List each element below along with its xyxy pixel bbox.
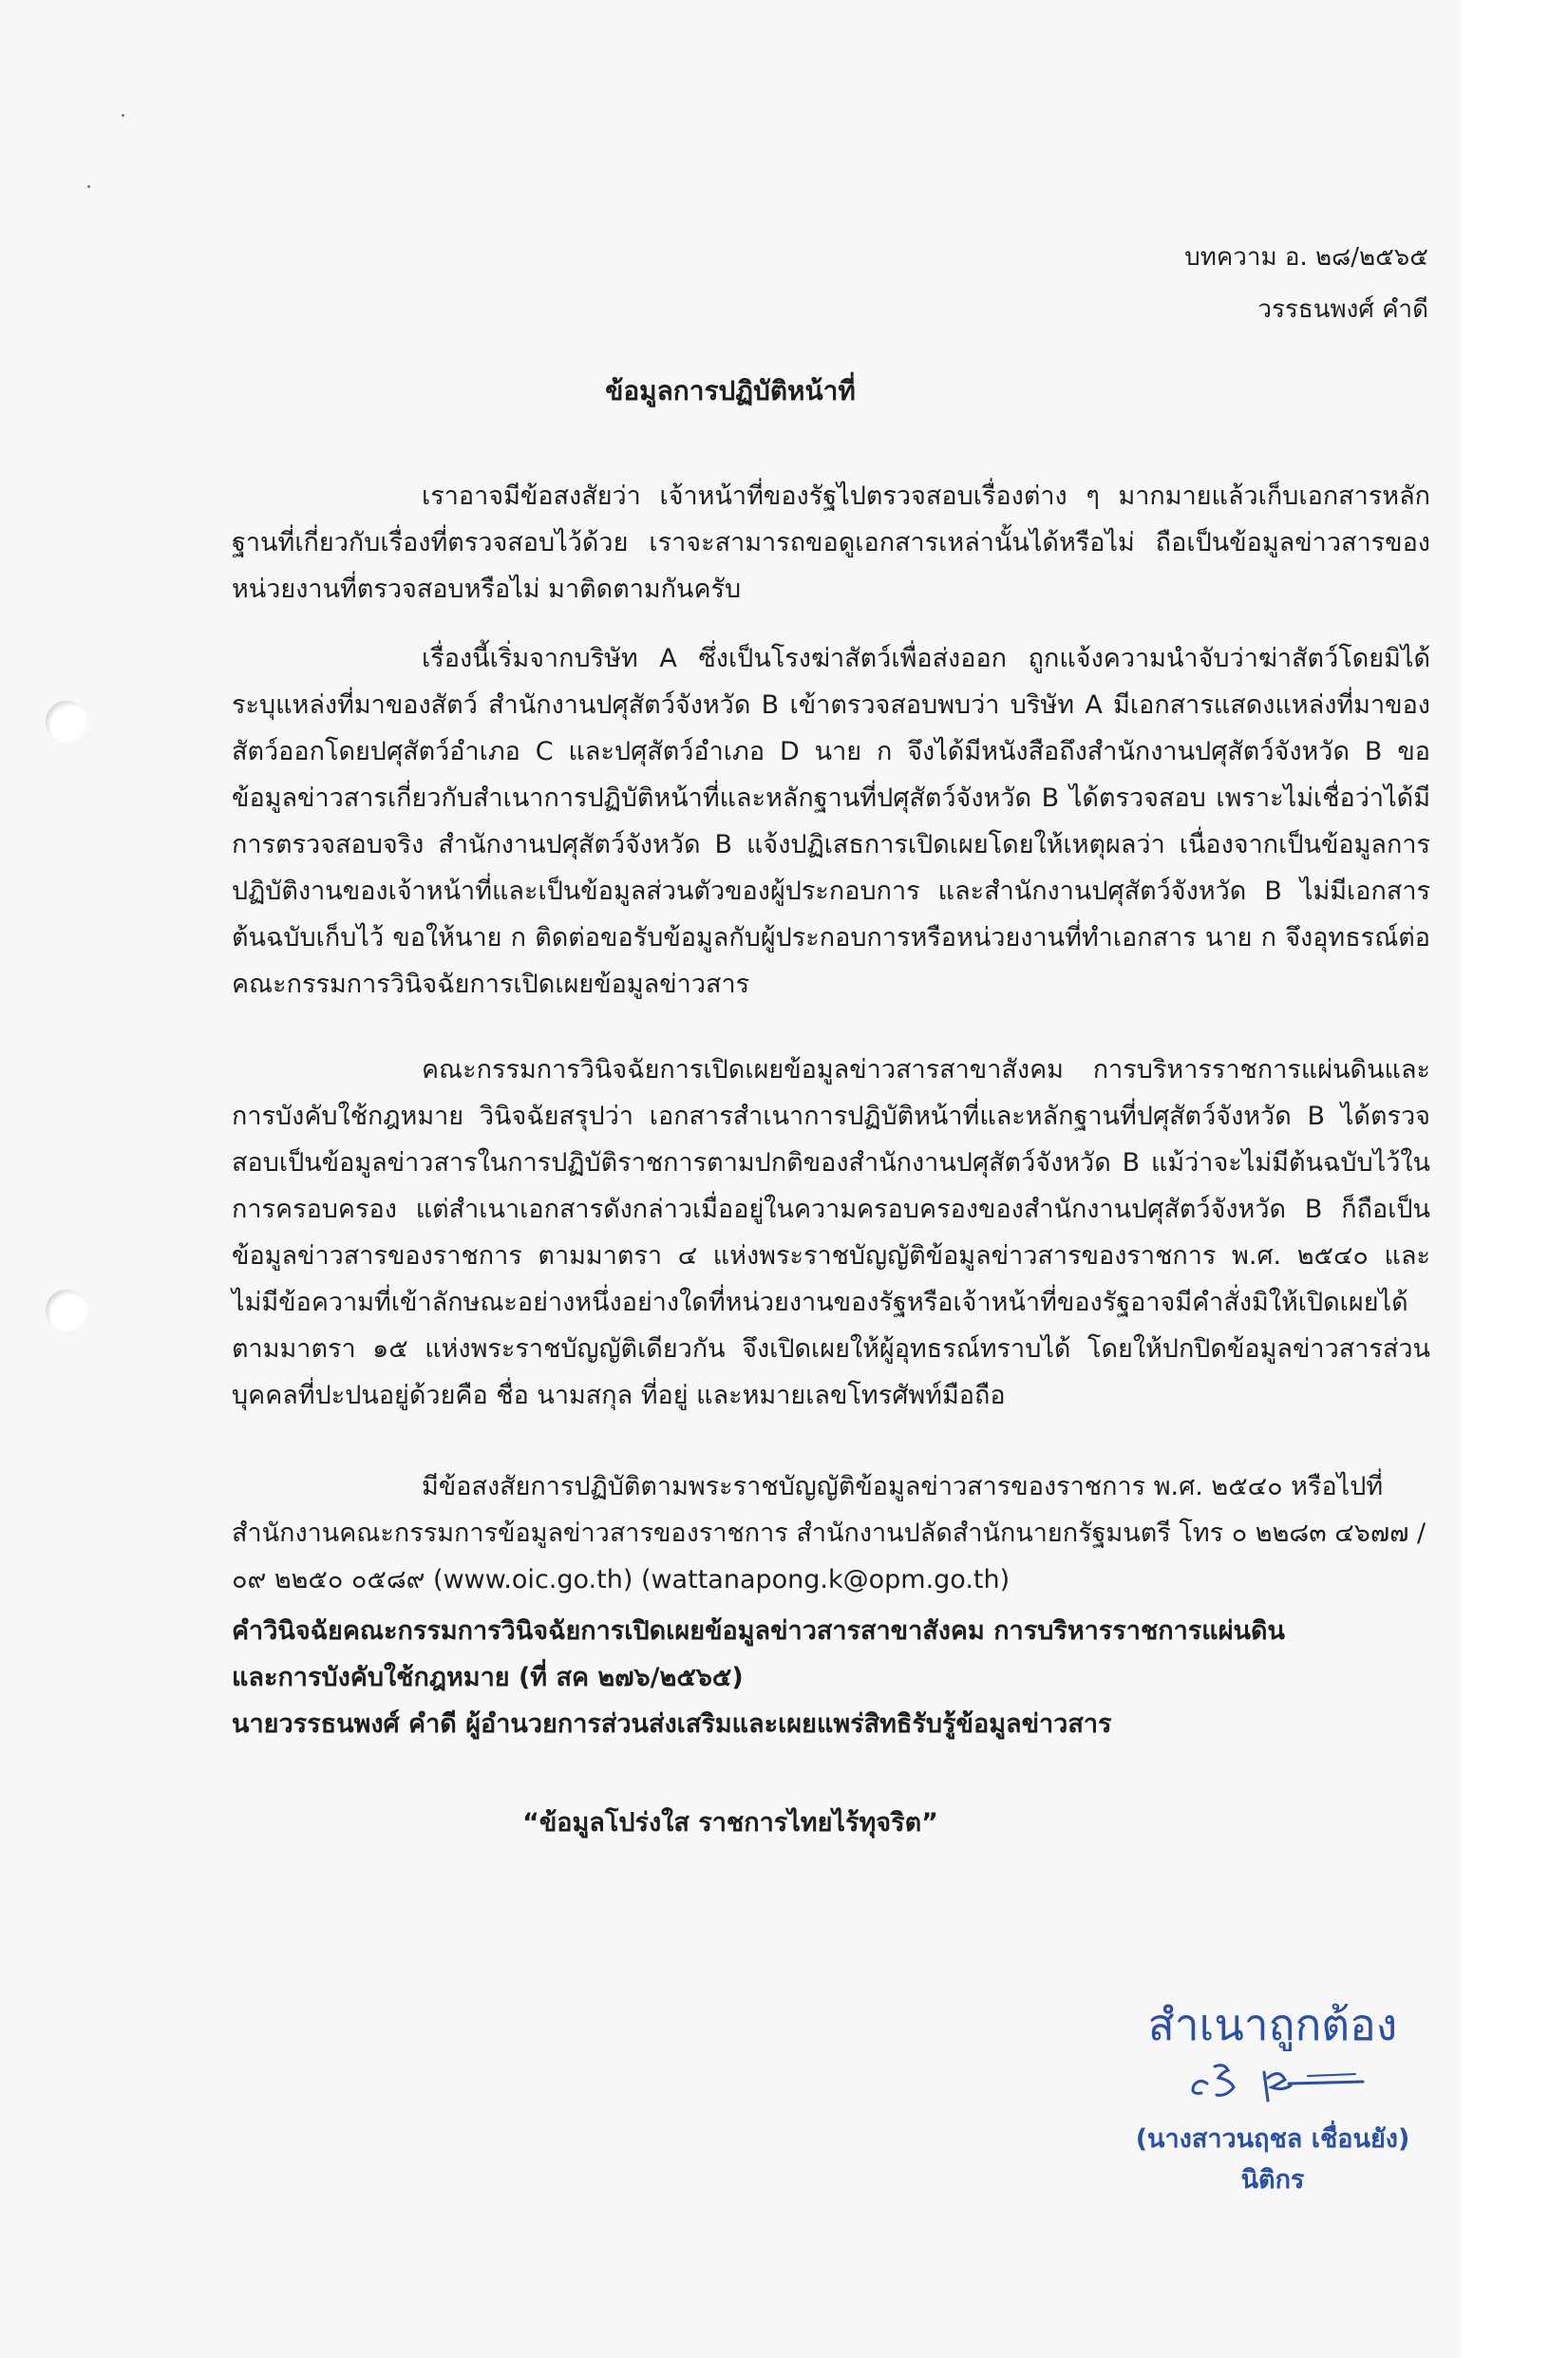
certifier-position: นิติกร (1240, 2165, 1305, 2195)
certifier-name: (นางสาวนฤชล เชื่อนยัง) (1135, 2124, 1410, 2154)
paragraph-facts: เรื่องนี้เริ่มจากบริษัท A ซึ่งเป็นโรงฆ่าสัตว์เพื่อส่งออก ถูกแจ้งความนำจับว่าฆ่าสัตว์โดยมิได้ระบุแหล่งที่มาของสัตว์ สำนักงานปศุสัตว์จังหวัด B เข้าตรวจสอบพบว่า บริษัท A มีเอกสารแสดงแหล่งที่มาของสัตว์ออกโดยปศุสัตว์อำเภอ C และปศุสัตว์อำเภอ D นาย ก จึงได้มีหนังสือถึงสำนักงานปศุสัตว์จังหวัด B ขอข้อมูลข่าวสารเกี่ยวกับสำเนาการปฏิบัติหน้าที่และหลักฐานที่ปศุสัตว์จังหวัด B ได้ตรวจสอบ เพราะไม่เชื่อว่าได้มีการตรวจสอบจริง สำนักงานปศุสัตว์จังหวัด B แจ้งปฏิเสธการเปิดเผยโดยให้เหตุผลว่า เนื่องจากเป็นข้อมูลการปฏิบัติงานของเจ้าหน้าที่และเป็นข้อมูลส่วนตัวของผู้ประกอบการ และสำนักงานปศุสัตว์จังหวัด B ไม่มีเอกสารต้นฉบับเก็บไว้ ขอให้นาย ก ติดต่อขอรับข้อมูลกับผู้ประกอบการหรือหน่วยงานที่ทำเอกสาร นาย ก จึงอุทธรณ์ต่อคณะกรรมการวินิจฉัยการเปิดเผยข้อมูลข่าวสาร (232, 644, 1430, 999)
contact-line: สำนักงานคณะกรรมการข้อมูลข่าวสารของราชการ สำนักงานปลัดสำนักนายกรัฐมนตรี โทร ๐ ๒๒๘๓ ๔๖๗๗ / (232, 1519, 1426, 1548)
decision-line: คำวินิจฉัยคณะกรรมการวินิจฉัยการเปิดเผยข้อมูลข่าวสารสาขาสังคม การบริหารราชการแผ่นดิน (232, 1616, 1285, 1646)
certified-copy-stamp: สำเนาถูกต้อง (1147, 1999, 1398, 2050)
decision-line: และการบังคับใช้กฎหมาย (ที่ สค ๒๗๖/๒๕๖๕) (232, 1663, 744, 1692)
paragraph-intro: เราอาจมีข้อสงสัยว่า เจ้าหน้าที่ของรัฐไปตรวจสอบเรื่องต่าง ๆ มากมายแล้วเก็บเอกสารหลักฐานที่เกี่ยวกับเรื่องที่ตรวจสอบไว้ด้วย เราจะสามารถขอดูเอกสารเหล่านั้นได้หรือไม่ ถือเป็นข้อมูลข่าวสารของหน่วยงานที่ตรวจสอบหรือไม่ มาติดตามกันครับ (232, 481, 1430, 604)
contact-info (232, 1463, 1430, 1603)
punch-hole-top (46, 701, 87, 743)
certification-stamp (1130, 1996, 1415, 2199)
decision-reference (232, 1608, 1430, 1747)
motto: “ข้อมูลโปร่งใส ราชการไทยไร้ทุจริต” (522, 1808, 938, 1838)
punch-hole-bottom (46, 1290, 87, 1331)
scan-speck (122, 114, 124, 117)
author-title-line: นายวรรธนพงศ์ คำดี ผู้อำนวยการส่วนส่งเสริมและเผยแพร่สิทธิรับรู้ข้อมูลข่าวสาร (232, 1709, 1112, 1739)
contact-line: ๐๙ ๒๒๕๐ ๐๕๘๙ (www.oic.go.th) (wattanapong.k@opm.go.th) (232, 1565, 1011, 1594)
document-reference: บทความ อ. ๒๘/๒๕๖๕ (1184, 243, 1428, 272)
author-name: วรรธนพงศ์ คำดี (1257, 295, 1428, 324)
page-title: ข้อมูลการปฏิบัติหน้าที่ (605, 375, 856, 406)
document-reference-block (1184, 232, 1428, 336)
scan-speck (87, 185, 90, 188)
contact-line: มีข้อสงสัยการปฏิบัติตามพระราชบัญญัติข้อมูลข่าวสารของราชการ พ.ศ. ๒๕๔๐ หรือไปที่ (422, 1472, 1384, 1501)
paragraph-decision: คณะกรรมการวินิจฉัยการเปิดเผยข้อมูลข่าวสารสาขาสังคม การบริหารราชการแผ่นดินและการบังคับใช้กฎหมาย วินิจฉัยสรุปว่า เอกสารสำเนาการปฏิบัติหน้าที่และหลักฐานที่ปศุสัตว์จังหวัด B ได้ตรวจสอบเป็นข้อมูลข่าวสารในการปฏิบัติราชการตามปกติของสำนักงานปศุสัตว์จังหวัด B แม้ว่าจะไม่มีต้นฉบับไว้ในการครอบครอง แต่สำเนาเอกสารดังกล่าวเมื่ออยู่ในความครอบครองของสำนักงานปศุสัตว์จังหวัด B ก็ถือเป็นข้อมูลข่าวสารของราชการ ตามมาตรา ๔ แห่งพระราชบัญญัติข้อมูลข่าวสารของราชการ พ.ศ. ๒๕๔๐ และไม่มีข้อความที่เข้าลักษณะอย่างหนึ่งอย่างใดที่หน่วยงานของรัฐหรือเจ้าหน้าที่ของรัฐอาจมีคำสั่งมิให้เปิดเผยได้ตามมาตรา ๑๕ แห่งพระราชบัญญัติเดียวกัน จึงเปิดเผยให้ผู้อุทธรณ์ทราบได้ โดยให้ปกปิดข้อมูลข่าวสารส่วนบุคคลที่ปะปนอยู่ด้วยคือ ชื่อ นามสกุล ที่อยู่ และหมายเลขโทรศัพท์มือถือ (232, 1055, 1430, 1410)
scan-edge (1461, 0, 1568, 2358)
signature-mark (1173, 2059, 1372, 2108)
